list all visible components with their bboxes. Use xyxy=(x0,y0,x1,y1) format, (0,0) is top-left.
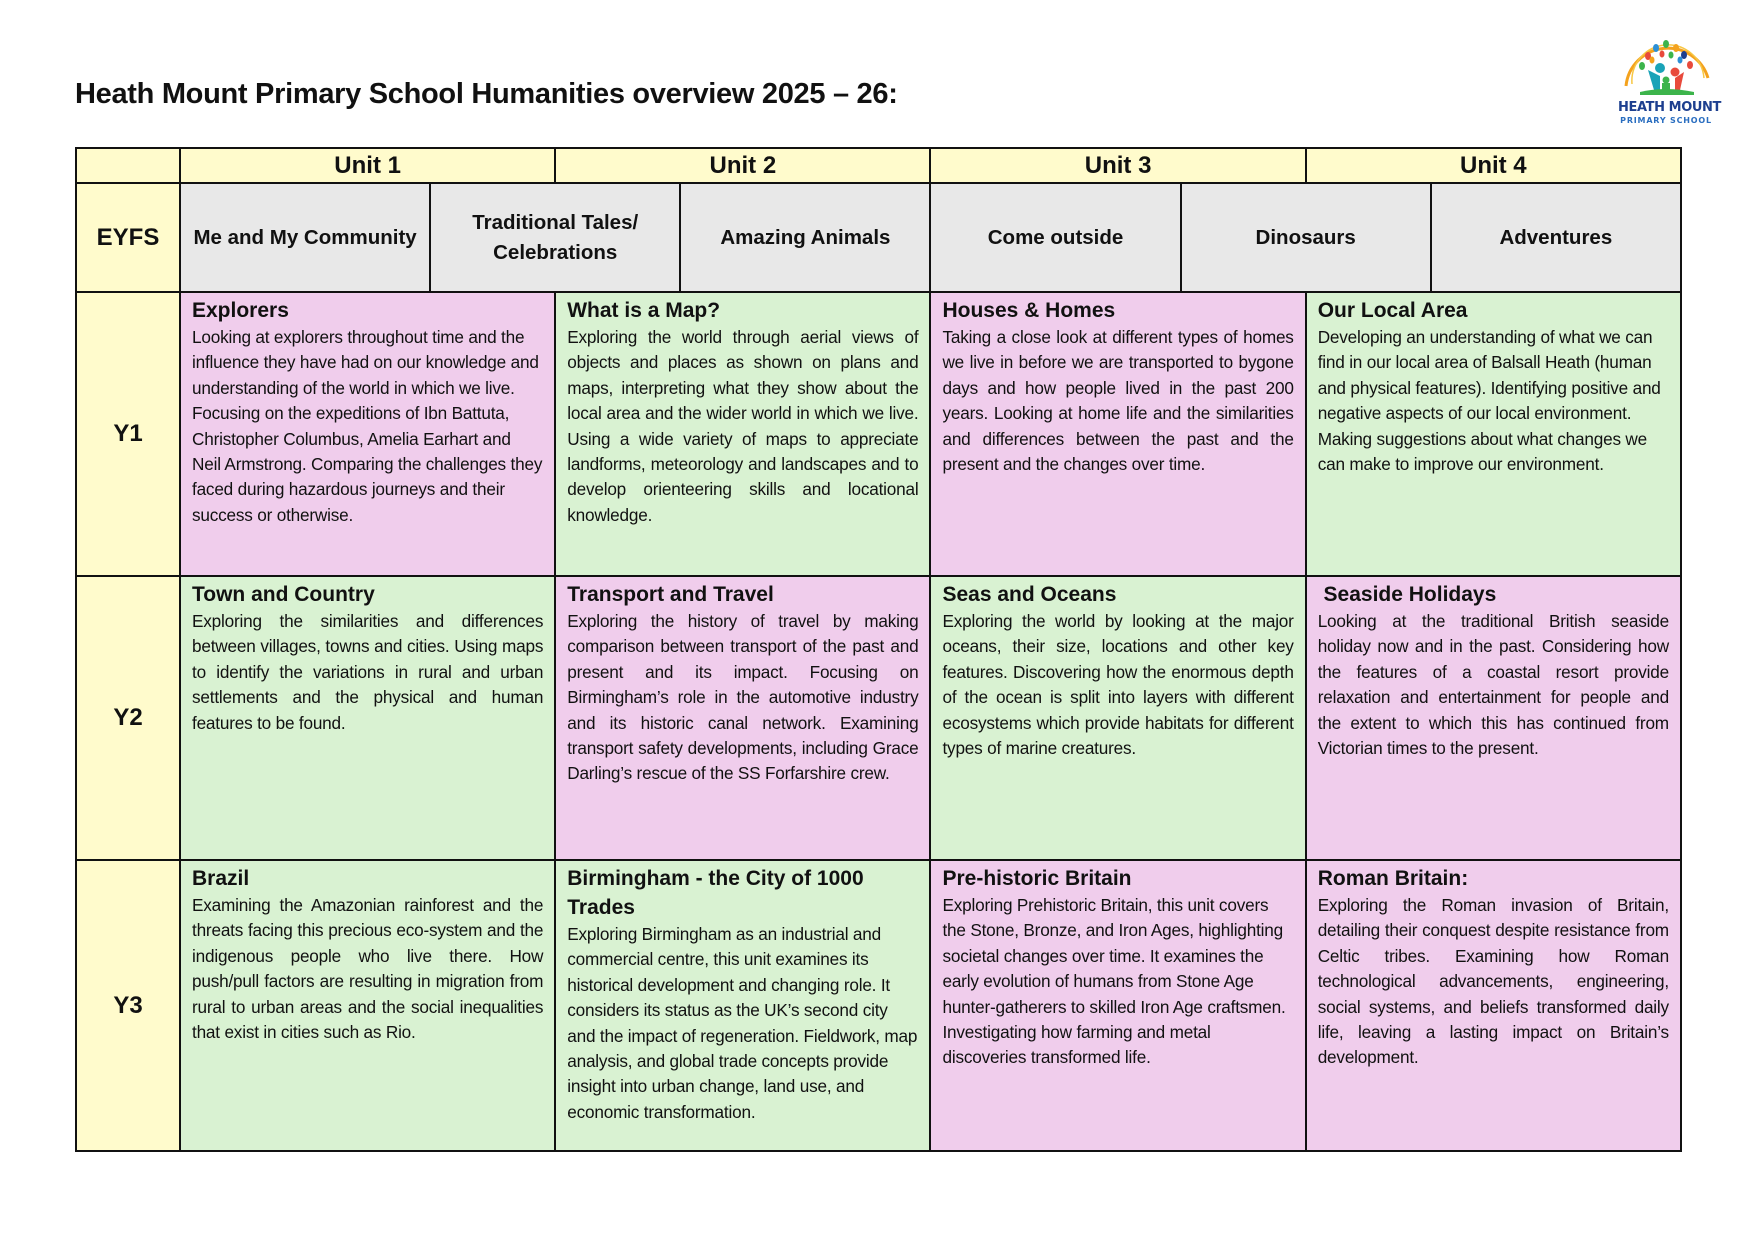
unit-1-header: Unit 1 xyxy=(180,148,555,183)
topic-description: Looking at the traditional British seaside holiday now and in the past. Considering how the features of a coastal resort provide relaxation and entertainment for people and the extent to which this has continued from Victorian times to the present. xyxy=(1317,611,1669,759)
topic-title: Birmingham - the City of 1000 Trades xyxy=(567,867,870,919)
unit-3-header: Unit 3 xyxy=(930,148,1305,183)
row-label-y2: Y2 xyxy=(76,576,180,860)
topic-title: Transport and Travel xyxy=(567,583,774,606)
year-row-y1 xyxy=(76,292,1681,576)
row-label-y3: Y3 xyxy=(76,860,180,1151)
topic-title: Our Local Area xyxy=(1317,299,1468,322)
topic-description: Developing an understanding of what we can find in our local area of Balsall Heath (human and physical features). Identifying positive and negative aspects of our local environment. Making suggestions about what changes we can make to improve our environment. xyxy=(1317,327,1661,475)
topic-title: Seas and Oceans xyxy=(942,583,1117,606)
topic-title: Roman Britain: xyxy=(1317,867,1469,890)
year-row-y2 xyxy=(76,576,1681,860)
humanities-overview-table xyxy=(75,147,1682,1152)
topic-title: Seaside Holidays xyxy=(1317,583,1497,606)
corner-cell xyxy=(76,148,180,183)
topic-cell xyxy=(555,860,930,1151)
topic-description: Exploring the history of travel by making comparison between transport of the past and present and its impact. Focusing on Birmingham’s role in the automotive industry and its historic canal network. Examining transport safety developments, including Grace Darling’s rescue of the SS Forfarshire crew. xyxy=(567,611,919,784)
eyfs-topic: Come outside xyxy=(930,183,1180,292)
topic-cell xyxy=(555,292,930,576)
unit-2-header: Unit 2 xyxy=(555,148,930,183)
eyfs-row xyxy=(76,183,1681,292)
topic-title: Pre-historic Britain xyxy=(942,867,1132,890)
topic-description: Exploring the similarities and differences between villages, towns and cities. Using maps to identify the variations in rural and urban settlements and the physical and human features to be found. xyxy=(192,611,544,733)
topic-description: Exploring the world by looking at the major oceans, their size, locations and other key features. Discovering how the enormous depth of the ocean is split into layers with different ecosystems which provide habitats for different types of marine creatures. xyxy=(942,611,1294,759)
topic-cell xyxy=(930,860,1305,1151)
eyfs-topic: Traditional Tales/ Celebrations xyxy=(430,183,680,292)
row-label-eyfs: EYFS xyxy=(76,183,180,292)
topic-description: Exploring the world through aerial views of objects and places as shown on plans and maps, interpreting what they show about the local area and the wider world in which we live. Using a wide variety of maps to appreciate landforms, meteorology and landscapes and to develop orienteering skills and locational knowledge. xyxy=(567,327,919,525)
year-row-y3 xyxy=(76,860,1681,1151)
topic-title: Brazil xyxy=(192,867,250,890)
tree-logo-icon xyxy=(1618,28,1714,100)
topic-description: Exploring Prehistoric Britain, this unit covers the Stone, Bronze, and Iron Ages, highlighting societal changes over time. It examines the early evolution of humans from Stone Age hunter-gatherers to skilled Iron Age craftsmen. Investigating how farming and metal discoveries transformed life. xyxy=(942,895,1286,1068)
topic-cell xyxy=(1306,860,1681,1151)
topic-cell xyxy=(930,576,1305,860)
topic-title: Town and Country xyxy=(192,583,375,606)
row-label-y1: Y1 xyxy=(76,292,180,576)
topic-title: Explorers xyxy=(192,299,289,322)
topic-cell xyxy=(555,576,930,860)
eyfs-topic: Adventures xyxy=(1431,183,1681,292)
logo-name: HEATH MOUNT xyxy=(1618,100,1721,115)
topic-cell xyxy=(180,576,555,860)
topic-cell xyxy=(180,860,555,1151)
topic-description: Looking at explorers throughout time and the influence they have had on our knowledge and understanding of the world in which we live. Focusing on the expeditions of Ibn Battuta, Christopher Columbus, Amelia Earhart and Neil Armstrong. Comparing the challenges they faced during hazardous journeys and their success or otherwise. xyxy=(192,327,543,525)
topic-title: What is a Map? xyxy=(567,299,721,322)
page-title: Heath Mount Primary School Humanities overview 2025 – 26: xyxy=(75,78,898,110)
logo-subtitle: PRIMARY SCHOOL xyxy=(1620,116,1712,125)
topic-cell xyxy=(1306,292,1681,576)
eyfs-topic: Dinosaurs xyxy=(1181,183,1431,292)
topic-cell xyxy=(930,292,1305,576)
topic-cell xyxy=(180,292,555,576)
school-logo xyxy=(1618,28,1721,130)
unit-header-row xyxy=(76,148,1681,183)
eyfs-topic: Amazing Animals xyxy=(680,183,930,292)
topic-description: Exploring Birmingham as an industrial and commercial centre, this unit examines its historical development and changing role. It considers its status as the UK’s second city and the impact of regeneration. Fieldwork, map analysis, and global trade concepts provide insight into urban change, land use, and economic transformation. xyxy=(567,924,918,1122)
topic-description: Examining the Amazonian rainforest and the threats facing this precious eco-system and the indigenous people who live there. How push/pull factors are resulting in migration from rural to urban areas and the social inequalities that exist in cities such as Rio. xyxy=(192,895,544,1043)
topic-cell xyxy=(1306,576,1681,860)
topic-title: Houses & Homes xyxy=(942,299,1116,322)
eyfs-topic: Me and My Community xyxy=(180,183,430,292)
topic-description: Exploring the Roman invasion of Britain, detailing their conquest despite resistance from Celtic tribes. Examining how Roman technological advancements, engineering, social systems, and beliefs transformed daily life, leaving a lasting impact on Britain’s development. xyxy=(1317,895,1669,1068)
topic-description: Taking a close look at different types of homes we live in before we are transported to bygone days and how people lived in the past 200 years. Looking at home life and the similarities and differences between the past and the present and the changes over time. xyxy=(942,327,1294,475)
unit-4-header: Unit 4 xyxy=(1306,148,1681,183)
